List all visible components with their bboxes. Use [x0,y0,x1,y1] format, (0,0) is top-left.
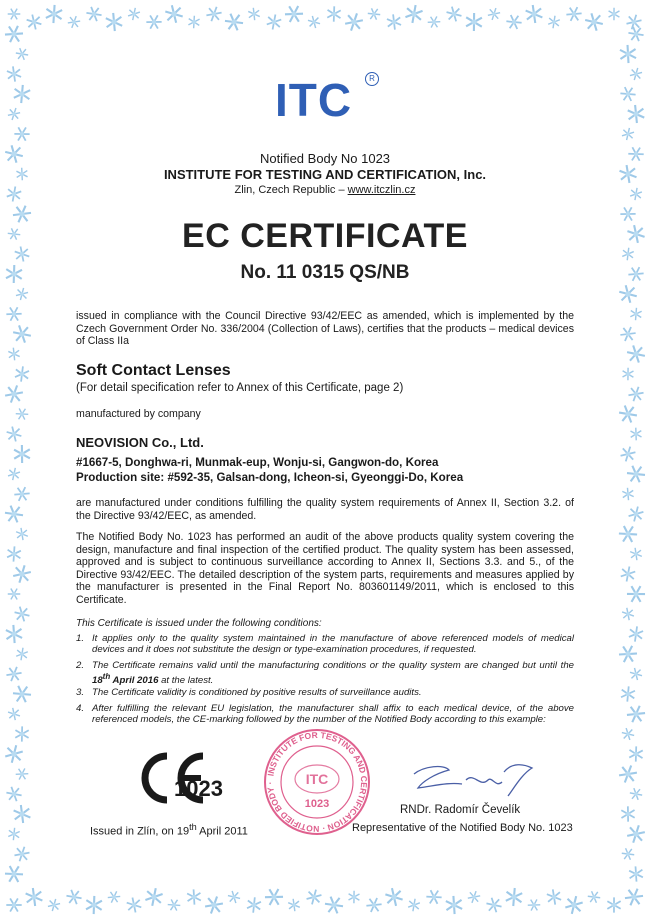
border-flake-icon [12,124,31,144]
border-flake-icon [13,84,30,103]
border-flake-icon [8,9,21,20]
border-flake-icon [364,895,384,915]
condition-text: After fulfilling the relevant EU legislation, the manufacturer shall affix to each medical device, of the above referenced models, the CE-marking followed by the number of the Notified Body according to this example: [92,703,574,726]
border-flake-icon [346,889,362,905]
border-flake-icon [628,306,644,321]
condition-text [92,660,574,687]
certificate-title: EC CERTIFICATE [182,217,468,255]
border-flake-icon [624,102,648,125]
border-flake-icon [384,886,403,907]
border-flake-icon [305,889,323,906]
production-site: Production site: #592-35, Galsan-dong, Icheon-si, Gyeonggi-Do, Korea [76,471,464,484]
product-note: (For detail specification refer to Annex of this Certificate, page 2) [76,382,404,394]
border-flake-icon [445,6,463,23]
company-name: NEOVISION Co., Ltd. [76,435,204,450]
border-flake-icon [617,642,639,665]
border-flake-icon [12,724,32,743]
border-flake-icon [106,889,121,905]
border-flake-icon [384,12,404,32]
border-flake-icon [127,7,140,22]
border-flake-icon [5,664,23,683]
border-flake-icon [15,768,28,779]
border-flake-icon [162,2,186,26]
border-flake-icon [442,893,466,916]
logo-text: ITC [275,74,353,126]
border-flake-icon [12,844,32,864]
issue-month-year: April 2011 [196,825,248,838]
border-flake-icon [625,14,643,30]
border-flake-icon [4,505,24,523]
border-flake-icon [462,11,486,34]
condition-item [76,687,574,698]
border-flake-icon [467,890,481,903]
border-flake-icon [618,685,638,703]
border-flake-icon [626,744,646,763]
border-flake-icon [627,506,645,523]
border-flake-icon [66,14,82,31]
border-flake-icon [485,897,503,913]
ce-notified-body-number: 1023 [174,776,223,801]
border-flake-icon [626,384,646,404]
border-flake-icon [548,15,561,29]
border-flake-icon [618,564,638,584]
condition-text: The Certificate validity is conditioned by positive results of surveillance audits. [92,687,422,698]
border-flake-icon [4,544,24,564]
border-flake-icon [616,762,640,786]
border-flake-icon [3,744,25,764]
border-flake-icon [626,705,646,722]
border-flake-icon [2,22,25,46]
intro-paragraph: issued in compliance with the Council Directive 93/42/EEC as amended, which is implemented by the Czech Government Order No. 336/2004 (Collection of Laws), certifies that the products – medical devices of Class IIa [76,310,574,347]
svg-text:ITC: ITC [305,771,329,787]
border-flake-icon [620,366,636,382]
issue-date-place [90,822,248,838]
condition-number: 2. [76,660,85,671]
condition-item [76,703,574,726]
company-address: #1667-5, Donghwa-ri, Munmak-eup, Wonju-si, Gangwon-do, Korea [76,456,439,469]
border-flake-icon [620,45,637,64]
border-flake-icon [23,886,46,907]
border-flake-icon [6,624,23,643]
manufactured-by-label: manufactured by company [76,408,201,420]
audit-paragraph: The Notified Body No. 1023 has performed an audit of the above products quality system covering the design, manufacture and final inspection of the certified product. The quality system has been assessed, approved and is subject to continuous surveillance according to Annex II, Sections 3.3. and 5., of the Directive 93/42/EEC. The detailed description of the system parts, requirements and measures applied by the manufacturer is presented in the Final Report No. 803601149/2011, which is enclosed to this Certificate. [76,531,574,606]
itc-logo [275,70,385,130]
border-flake-icon [12,323,33,345]
validity-day-suffix: th [102,672,111,682]
border-flake-icon [15,366,30,383]
border-flake-icon [227,889,241,904]
border-flake-icon [629,66,643,81]
border-flake-icon [15,46,30,62]
border-flake-icon [247,897,262,914]
border-flake-icon [13,605,30,624]
border-flake-icon [624,888,644,906]
border-flake-icon [526,897,542,913]
border-flake-icon [628,547,644,562]
issuer-header [0,151,650,197]
product-name: Soft Contact Lenses [76,362,231,379]
signer-role: Representative of the Notified Body No. 1023 [352,822,573,834]
border-flake-icon [42,2,66,25]
border-flake-icon [11,803,34,824]
border-flake-icon [586,889,602,906]
border-flake-icon [628,625,643,642]
border-flake-icon [621,727,636,740]
border-flake-icon [620,127,635,141]
border-flake-icon [224,13,244,31]
border-flake-icon [14,527,30,542]
condition-text-part: The Certificate remains valid until the manufacturing conditions or the quality system are changed but until the [92,660,574,671]
border-flake-icon [105,12,122,31]
border-flake-icon [6,65,21,82]
border-flake-icon [619,445,636,464]
condition-number: 1. [76,633,85,644]
border-flake-icon [502,885,526,908]
border-flake-icon [202,893,226,917]
border-flake-icon [324,896,344,914]
border-flake-icon [564,894,584,915]
condition-text: It applies only to the quality system maintained in the manufacture of above referenced models of medical devices and it does not substitute the design or type-examination procedures, if requested. [92,633,574,656]
border-flake-icon [565,4,584,24]
notified-body-number: Notified Body No 1023 [259,151,391,166]
border-flake-icon [6,706,23,722]
border-flake-icon [10,443,34,466]
border-flake-icon [16,647,29,661]
border-flake-icon [606,6,622,22]
website-link[interactable]: www.itczlin.cz [347,184,416,196]
border-flake-icon [621,607,634,621]
border-flake-icon [327,6,341,22]
border-flake-icon [619,526,638,543]
condition-item [76,660,574,687]
border-flake-icon [283,2,306,26]
border-flake-icon [624,462,647,486]
validity-date [92,672,159,687]
border-flake-icon [14,286,31,303]
border-flake-icon [630,428,641,441]
border-flake-icon [5,786,22,802]
border-flake-icon [626,823,646,845]
border-flake-icon [620,486,637,502]
border-flake-icon [286,897,303,913]
border-flake-icon [617,403,638,426]
condition-item [76,633,574,656]
border-flake-icon [616,282,640,306]
border-flake-icon [366,6,382,23]
certificate-number: No. 11 0315 QS/NB [240,262,410,283]
border-flake-icon [626,864,646,884]
border-flake-icon [10,682,33,706]
border-flake-icon [186,14,202,29]
conditions-heading: This Certificate is issued under the following conditions: [76,618,322,629]
issue-text: Issued in Zlín, on 19 [90,825,190,838]
border-flake-icon [4,304,23,324]
border-flake-icon [65,887,83,906]
border-flake-icon [582,10,606,34]
svg-text:1023: 1023 [304,798,330,810]
issue-day-suffix: th [189,822,197,832]
border-flake-icon [604,895,624,914]
border-flake-icon [124,895,144,915]
border-flake-icon [263,885,285,908]
border-flake-icon [486,6,502,23]
border-flake-icon [307,15,321,30]
border-flake-icon [618,84,638,104]
border-flake-icon [427,16,440,27]
border-flake-icon [620,327,637,342]
border-flake-icon [625,344,646,363]
border-flake-icon [246,7,262,22]
border-flake-icon [205,6,222,22]
border-flake-icon [344,11,365,33]
border-flake-icon [143,887,165,908]
issuer-location [0,183,650,197]
compliance-paragraph: are manufactured under conditions fulfilling the quality system requirements of Annex II, Section 3.2. of the Directive 93/42/EEC, as amended. [76,497,574,522]
border-flake-icon [184,888,204,907]
border-flake-icon [628,666,645,683]
border-flake-icon [525,4,543,24]
border-flake-icon [505,12,523,32]
border-flake-icon [403,4,425,25]
border-flake-icon [6,586,22,602]
validity-month-year: April 2016 [110,675,159,687]
svg-text:INSTITUTE FOR TESTING AND CERT: INSTITUTE FOR TESTING AND CERTIFICATION · NOTIFIED BODY · [264,729,370,835]
border-flake-icon [46,897,63,914]
border-flake-icon [3,862,25,885]
border-flake-icon [408,898,421,912]
border-flake-icon [546,888,561,905]
border-flake-icon [6,898,21,911]
registered-mark-icon: R [365,72,379,86]
border-flake-icon [144,12,163,32]
border-flake-icon [167,899,180,911]
border-flake-icon [14,406,30,422]
condition-number: 3. [76,687,85,698]
notified-body-stamp-icon [262,727,372,837]
border-flake-icon [6,826,23,842]
condition-text-part: at the latest. [158,675,214,687]
border-flake-icon [14,487,30,501]
border-flake-icon [625,582,648,606]
institute-name: INSTITUTE FOR TESTING AND CERTIFICATION, Inc. [163,167,487,182]
border-flake-icon [7,106,21,121]
border-flake-icon [8,347,20,361]
signer-name: RNDr. Radomír Čevelík [400,804,521,816]
border-flake-icon [25,13,44,30]
border-flake-icon [264,12,284,32]
condition-number: 4. [76,703,85,714]
location-text: Zlin, Czech Republic – [234,184,348,196]
validity-day: 18 [92,675,103,687]
border-flake-icon [4,424,24,444]
border-flake-icon [6,467,21,481]
border-flake-icon [621,806,634,822]
border-flake-icon [4,383,25,405]
border-flake-icon [424,887,443,907]
border-flake-icon [86,896,102,915]
border-flake-icon [85,4,103,23]
border-flake-icon [629,786,643,802]
border-flake-icon [10,562,34,586]
border-flake-icon [620,846,636,863]
signature-icon [404,752,544,802]
border-flake-icon [627,24,645,43]
